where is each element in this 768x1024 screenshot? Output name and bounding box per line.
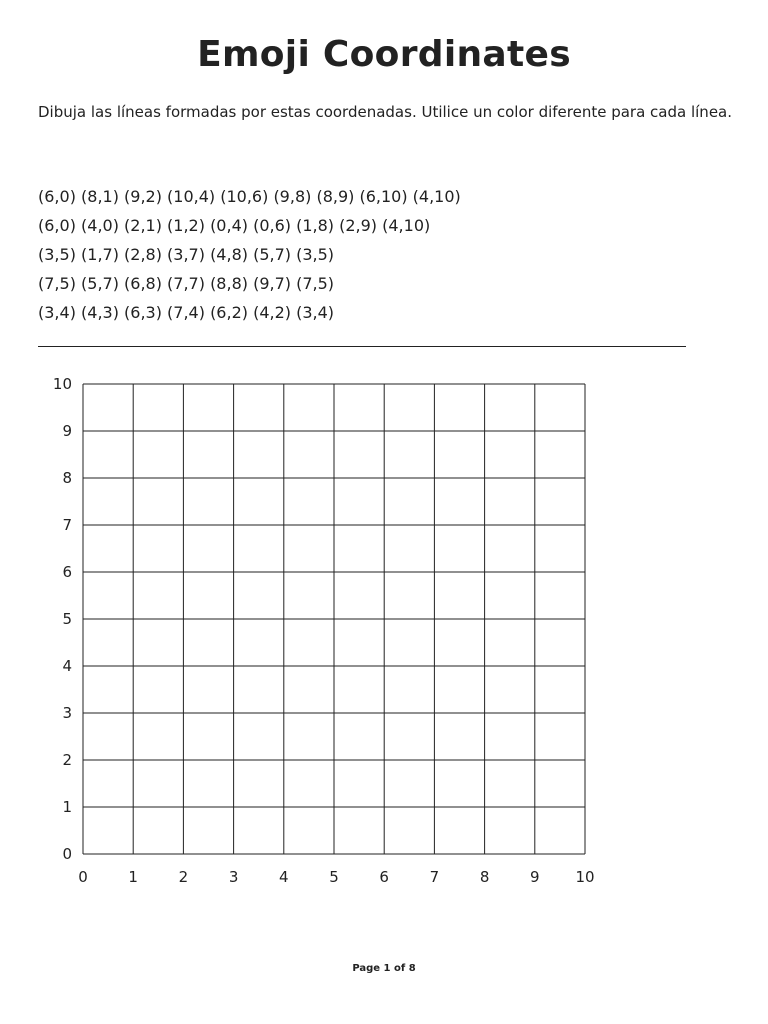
y-tick-label: 7 — [62, 516, 72, 534]
y-tick-label: 10 — [52, 375, 72, 393]
coordinate-grid-container — [0, 360, 768, 900]
x-tick-label: 8 — [479, 868, 490, 886]
y-tick-label: 9 — [62, 422, 72, 440]
y-tick-label: 4 — [62, 657, 72, 675]
coordinate-line-2: (6,0) (4,0) (2,1) (1,2) (0,4) (0,6) (1,8) (2,9) (4,10) — [38, 216, 431, 235]
instructions-text: Dibuja las líneas formadas por estas coordenadas. Utilice un color diferente para cada línea. — [38, 103, 733, 121]
y-tick-label: 0 — [62, 845, 72, 863]
y-tick-label: 5 — [62, 610, 72, 628]
page-title: Emoji Coordinates — [197, 34, 571, 75]
x-tick-label: 6 — [379, 868, 389, 886]
x-tick-label: 7 — [429, 868, 440, 886]
page-footer: Page 1 of 8 — [352, 963, 416, 974]
x-tick-label: 9 — [530, 868, 540, 886]
x-tick-label: 3 — [228, 868, 239, 886]
coordinate-line-4: (7,5) (5,7) (6,8) (7,7) (8,8) (9,7) (7,5) — [38, 274, 335, 293]
x-tick-label: 0 — [78, 868, 88, 886]
coordinate-line-3: (3,5) (1,7) (2,8) (3,7) (4,8) (5,7) (3,5) — [38, 245, 335, 264]
x-tick-label: 4 — [279, 868, 289, 886]
x-tick-label: 10 — [575, 868, 595, 886]
x-tick-label: 2 — [178, 868, 189, 886]
section-divider — [38, 346, 686, 347]
y-tick-label: 2 — [62, 751, 72, 769]
x-tick-label: 1 — [128, 868, 138, 886]
coordinate-line-5: (3,4) (4,3) (6,3) (7,4) (6,2) (4,2) (3,4) — [38, 303, 335, 322]
y-tick-label: 3 — [62, 704, 72, 722]
coordinate-line-1: (6,0) (8,1) (9,2) (10,4) (10,6) (9,8) (8,9) (6,10) (4,10) — [38, 187, 461, 206]
y-tick-label: 1 — [62, 798, 72, 816]
coordinate-list — [38, 182, 461, 327]
y-tick-label: 6 — [62, 563, 72, 581]
coordinate-grid — [0, 360, 768, 900]
y-tick-label: 8 — [62, 469, 72, 487]
x-tick-label: 5 — [329, 868, 339, 886]
